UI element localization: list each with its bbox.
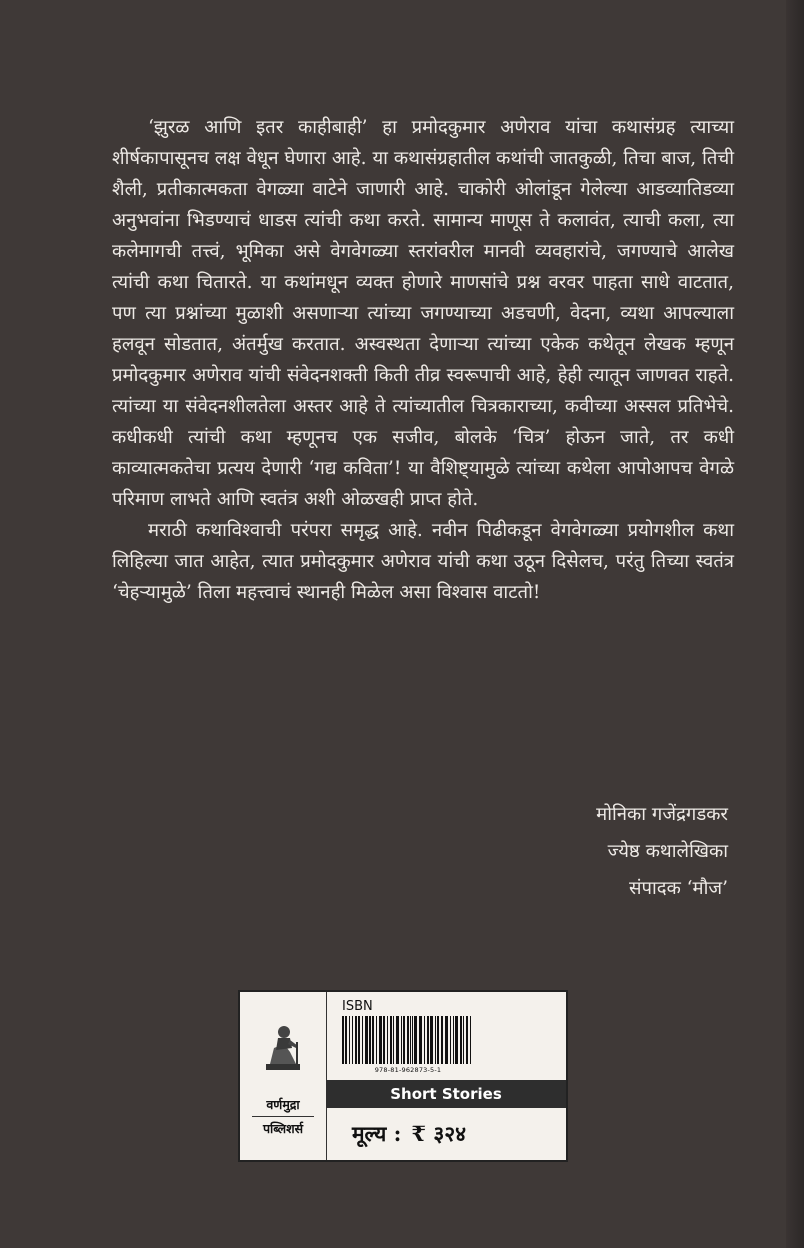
reviewer-role: ज्येष्ठ कथालेखिका bbox=[607, 841, 728, 862]
price-value: ₹ ३२४ bbox=[411, 1121, 467, 1146]
publisher-panel bbox=[240, 992, 327, 1160]
price-line bbox=[326, 1108, 566, 1160]
blurb-paragraph-2: मराठी कथाविश्वाची परंपरा समृद्ध आहे. नवीन पिढीकडून वेगवेगळ्या प्रयोगशील कथा लिहिल्या जात आहेत, त्यात प्रमोदकुमार अणेराव यांची कथा उठून दिसेलच, परंतु तिच्या स्वतंत्र ‘चेहऱ्यामुळे’ तिला महत्त्वाचं स्थानही मिळेल असा विश्वास वाटतो! bbox=[112, 520, 734, 603]
back-cover-blurb bbox=[112, 112, 734, 608]
publisher-divider bbox=[252, 1116, 314, 1117]
isbn-area bbox=[326, 992, 566, 1080]
reviewer-signature bbox=[596, 796, 728, 907]
publisher-name-line1: वर्णमुद्रा bbox=[266, 1097, 300, 1112]
blurb-paragraph-1: ‘झुरळ आणि इतर काहीबाही’ हा प्रमोदकुमार अणेराव यांचा कथासंग्रह त्याच्या शीर्षकापासूनच लक्ष वेधून घेणारा आहे. या कथासंग्रहातील कथांची जातकुळी, तिचा बाज, तिची शैली, प्रतीकात्मकता वेगळ्या वाटेने जाणारी आहे. चाकोरी ओलांडून गेलेल्या आडव्यातिडव्या अनुभवांना भिडण्याचं धाडस त्यांची कथा करते. सामान्य माणूस ते कलावंत, त्याची कला, त्या कलेमागची तत्त्वं, भूमिका असे वेगवेगळ्या स्तरांवरील मानवी व्यवहारांचे, जगण्याचे आलेख त्यांची कथा चितारते. या कथांमधून व्यक्त होणारे माणसांचे प्रश्न वरवर पाहता साधे वाटतात, पण त्या प्रश्नांच्या मुळाशी असणाऱ्या त्यांच्या जगण्याच्या अडचणी, वेदना, व्यथा आपल्याला हलवून सोडतात, अंतर्मुख करतात. अस्वस्थता देणाऱ्या त्यांच्या एकेक कथेतून लेखक म्हणून प्रमोदकुमार अणेराव यांची संवेदनशक्ती किती तीव्र स्वरूपाची आहे, हेही त्यातून जाणवत राहते. त्यांच्या या संवेदनशीलतेला अस्तर आहे ते त्यांच्यातील चित्रकाराच्या, कवीच्या अस्सल प्रतिभेचे. कधीकधी त्यांची कथा म्हणूनच एक सजीव, बोलके ‘चित्र’ होऊन जाते, तर कधी काव्यात्मकतेचा प्रत्यय देणारी ‘गद्य कविता’! या वैशिष्ट्यामुळे त्यांच्या कथेला आपोआपच वेगळे परिमाण लाभते आणि स्वतंत्र अशी ओळखही प्राप्त होते. bbox=[112, 117, 734, 510]
isbn-label: ISBN bbox=[342, 999, 373, 1014]
price-label: मूल्य : bbox=[352, 1121, 402, 1146]
publisher-label-box bbox=[238, 990, 568, 1162]
genre-bar: Short Stories bbox=[326, 1080, 566, 1108]
reviewer-editor: संपादक ‘मौज’ bbox=[628, 878, 728, 899]
publisher-name-line2: पब्लिशर्स bbox=[262, 1121, 304, 1136]
barcode-icon bbox=[342, 1016, 474, 1064]
seated-figure-logo-icon bbox=[260, 1012, 306, 1074]
isbn-number: 978-81-962873-5-1 bbox=[374, 1066, 442, 1074]
spine-edge bbox=[786, 0, 804, 1248]
reviewer-name: मोनिका गजेंद्रगडकर bbox=[596, 804, 728, 825]
